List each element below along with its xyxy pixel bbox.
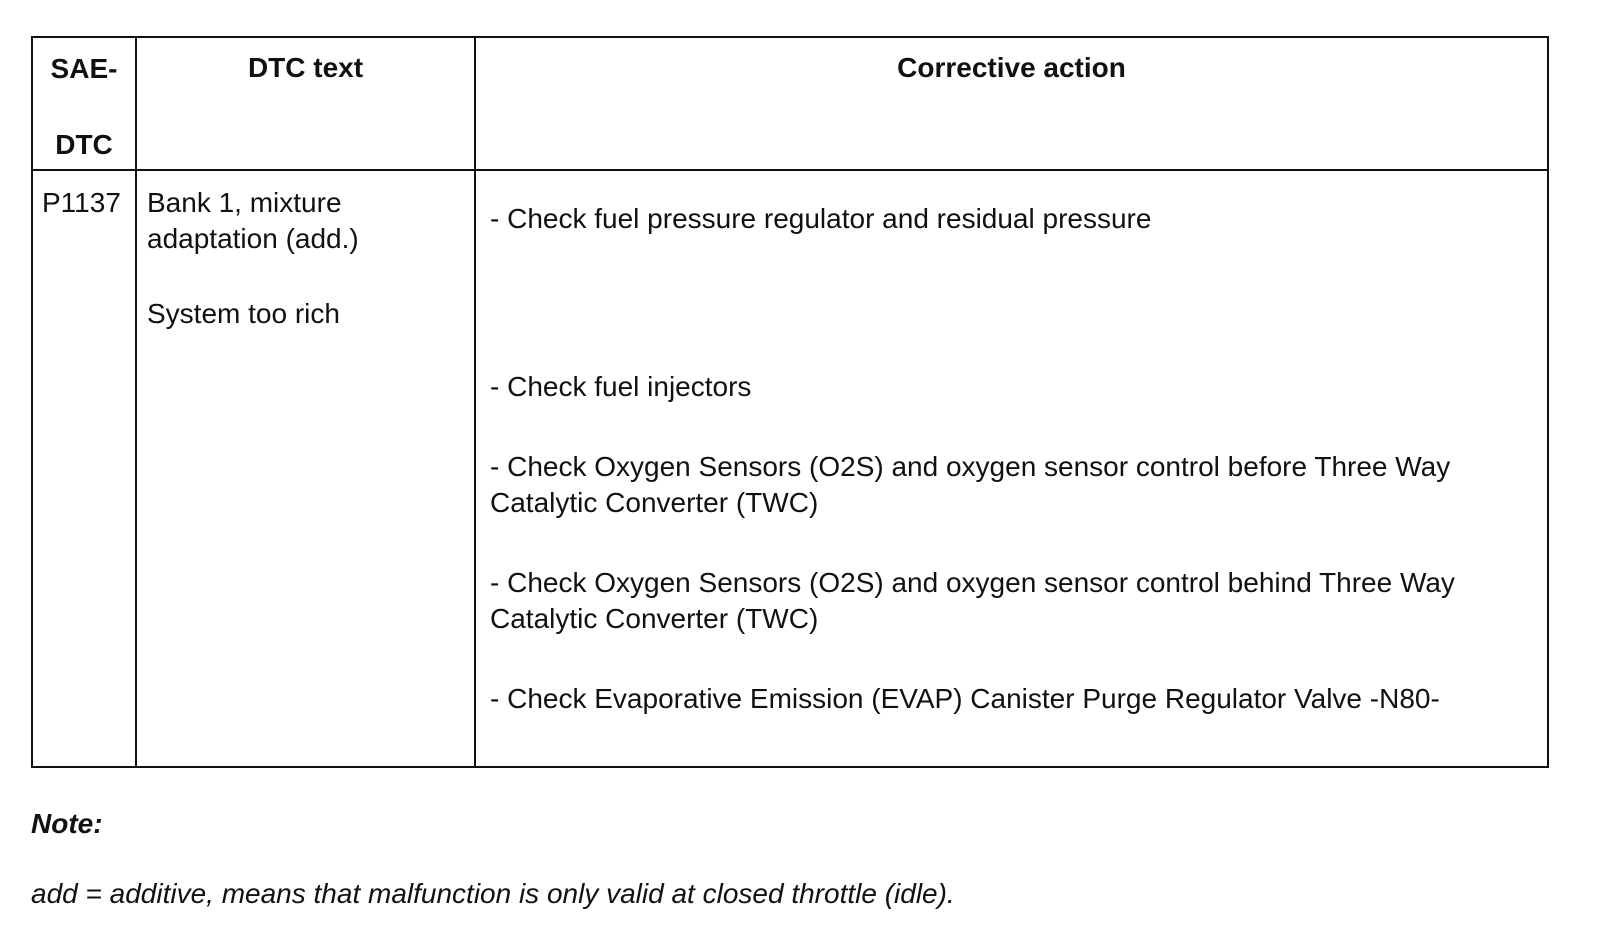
dtc-code-cell (32, 170, 136, 767)
corrective-action-cell (475, 170, 1548, 767)
dtc-code: P1137 (42, 187, 121, 218)
action-item: - Check fuel injectors (490, 371, 752, 402)
table-row (32, 170, 1548, 767)
action-item: - Check Oxygen Sensors (O2S) and oxygen sensor control before Three Way Catalytic Converter (TWC) (490, 451, 1451, 518)
table-header-row (32, 37, 1548, 170)
note-text: add = additive, means that malfunction is only valid at closed throttle (idle). (31, 878, 955, 909)
header-sae-dtc (32, 37, 136, 170)
action-item: - Check Oxygen Sensors (O2S) and oxygen sensor control behind Three Way Catalytic Converter (TWC) (490, 567, 1455, 634)
action-item: - Check fuel pressure regulator and residual pressure (490, 203, 1152, 234)
header-dtc-text: DTC text (136, 37, 475, 170)
header-sae-line2: DTC (55, 129, 113, 160)
dtc-text-cell (136, 170, 475, 767)
dtc-text-description: Bank 1, mixture adaptation (add.) (147, 187, 359, 254)
header-corrective-action: Corrective action (475, 37, 1548, 170)
dtc-table (31, 36, 1549, 768)
dtc-text-condition: System too rich (147, 298, 340, 329)
header-sae-line1: SAE- (50, 53, 118, 84)
note-title: Note: (31, 808, 103, 839)
action-item: - Check Evaporative Emission (EVAP) Canister Purge Regulator Valve -N80- (490, 683, 1440, 714)
